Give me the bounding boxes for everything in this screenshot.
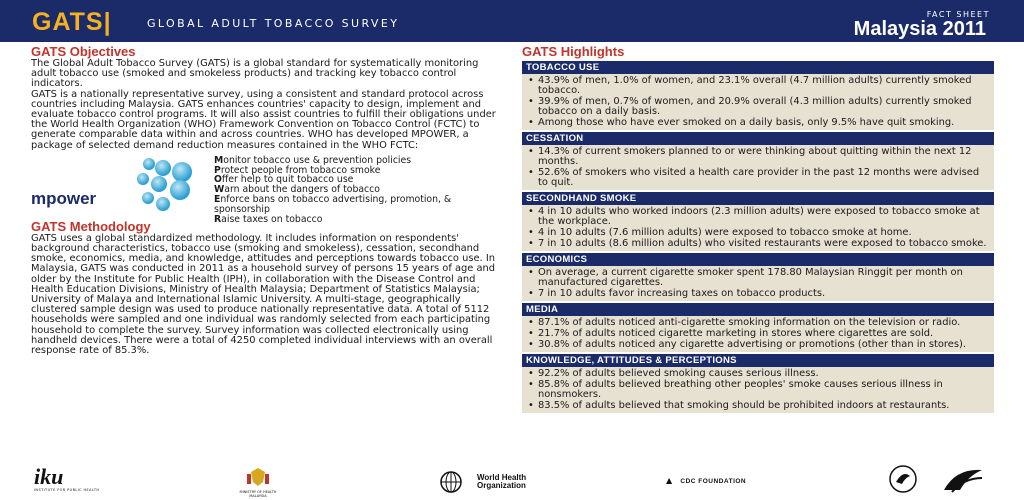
highlight-item: • 30.8% of adults noticed any cigarette advertising or promotions (other than in stores).: [522, 340, 994, 350]
ministry-of-health-logo: MINISTRY OF HEALTH MALAYSIA: [238, 466, 278, 498]
objectives-paragraph-2: GATS is a nationally representative survey, using a consistent and standard protocol across countries including Malaysia. GATS enhances countries' capacity to design, implement and evaluate tobacco control programs. It will also assist countries to fulfill their obligations under the World Health Organization (WHO) Framework Convention on Tobacco Control (FCTC) to generate comparable data within and across countries. WHO has developed MPOWER, a package of selected demand reduction measures contained in the WHO FCTC:: [31, 88, 496, 151]
section-panel-secondhand-smoke: [522, 205, 994, 251]
header-banner: [0, 0, 1024, 42]
section-bar-secondhand-smoke: SECONDHAND SMOKE: [522, 192, 994, 205]
highlight-item: • Among those who have ever smoked on a daily basis, only 9.5% have quit smoking.: [522, 118, 994, 128]
highlight-item: • On average, a current cigarette smoker spent 178.80 Malaysian Ringgit per month on manufactured cigarettes.: [522, 268, 994, 288]
highlight-item: • 39.9% of men, 0.7% of women, and 20.9% overall (4.3 million adults) currently smoked tobacco on a daily basis.: [522, 97, 994, 117]
mpower-item: Enforce bans on tobacco advertising, promotion, & sponsorship: [214, 194, 452, 215]
highlight-item: • 7 in 10 adults (8.6 million adults) who visited restaurants were exposed to tobacco smoke.: [522, 239, 994, 249]
right-column: [522, 44, 994, 413]
fact-sheet-label: FACT SHEET: [926, 10, 990, 19]
mpower-item: Protect people from tobacco smoke: [214, 164, 381, 176]
objectives-title: GATS Objectives: [31, 44, 136, 59]
left-column: [31, 44, 499, 356]
highlight-item: • 87.1% of adults noticed anti-cigarette smoking information on the television or radio.: [522, 318, 994, 328]
section-bar-economics: ECONOMICS: [522, 253, 994, 266]
highlight-item: • 4 in 10 adults (7.6 million adults) were exposed to tobacco smoke at home.: [522, 228, 994, 238]
mpower-logo-icon: [31, 154, 211, 216]
section-panel-knowledge: [522, 367, 994, 413]
highlight-item: • 52.6% of smokers who visited a health care provider in the past 12 months were advised to quit.: [522, 168, 994, 188]
footer-logos: iku INSTITUTE FOR PUBLIC HEALTH MINISTRY OF HEALTH MALAYSIA World Health Organization ▲ CDC FOUNDATION: [0, 462, 1024, 500]
highlight-item: • 14.3% of current smokers planned to or were thinking about quitting within the next 12 months.: [522, 147, 994, 167]
mpower-item: Warn about the dangers of tobacco: [214, 184, 380, 196]
section-panel-economics: [522, 266, 994, 301]
mpower-logo-text: mpower: [31, 188, 97, 208]
highlight-item: • 43.9% of men, 1.0% of women, and 23.1% overall (4.7 million adults) currently smoked tobacco.: [522, 76, 994, 96]
header-subtitle: GLOBAL ADULT TOBACCO SURVEY: [147, 17, 400, 30]
who-emblem-icon: [437, 470, 465, 494]
mpower-item: Raise taxes on tobacco: [214, 213, 323, 225]
section-panel-tobacco-use: [522, 74, 994, 130]
section-bar-cessation: CESSATION: [522, 132, 994, 145]
hhs-eagle-icon: [888, 464, 918, 494]
highlight-item: • 85.8% of adults believed breathing other peoples' smoke causes serious illness in nonsmokers.: [522, 380, 994, 400]
mpower-item: Offer help to quit tobacco use: [214, 174, 354, 186]
highlight-item: • 21.7% of adults noticed cigarette marketing in stores where cigarettes are sold.: [522, 329, 994, 339]
objectives-paragraph-1: The Global Adult Tobacco Survey (GATS) is a global standard for systematically monitoring adult tobacco use (smoked and smokeless products) and tracking key tobacco control indicators.: [31, 58, 479, 90]
partner-logo-icon: [942, 466, 984, 494]
iku-logo: iku INSTITUTE FOR PUBLIC HEALTH: [34, 464, 100, 492]
gats-logo: GATS|: [32, 8, 112, 36]
highlights-title: GATS Highlights: [522, 44, 625, 59]
section-bar-tobacco-use: TOBACCO USE: [522, 61, 994, 74]
highlight-item: • 83.5% of adults believed that smoking should be prohibited indoors at restaurants.: [522, 401, 994, 411]
mpower-item: Monitor tobacco use & prevention policies: [214, 154, 412, 166]
section-bar-media: MEDIA: [522, 303, 994, 316]
mpower-list: [214, 156, 504, 225]
methodology-title: GATS Methodology: [31, 218, 151, 234]
highlight-item: • 4 in 10 adults who worked indoors (2.3 million adults) were exposed to tobacco smoke at the workplace.: [522, 207, 994, 227]
methodology-text: GATS uses a global standardized methodology. It includes information on respondents' background characteristics, tobacco use (smoking and smokeless), cessation, secondhand smoke, economics, media, and knowledge, attitudes and perceptions towards tobacco use. In Malaysia, GATS was conducted in 2011 as a household survey of persons 15 years of age and older by the Institute for Public Health (IPH), in collaboration with the Disease Control and Health Education Divisions, Ministry of Health Malaysia; Department of Statistics Malaysia; University of Malaya and International Islamic University. A multi-stage, geographically clustered sample design was used to produce nationally representative data. A total of 5112 households were sampled and one individual was randomly selected from each participating household to complete the survey. Survey information was collected electronically using handheld devices. There were a total of 4250 completed individual interviews with an overall response rate of 85.3%.: [31, 232, 496, 357]
section-bar-knowledge: KNOWLEDGE, ATTITUDES & PERCEPTIONS: [522, 354, 994, 367]
highlight-item: • 92.2% of adults believed smoking causes serious illness.: [522, 369, 994, 379]
crest-icon: [245, 466, 271, 488]
section-panel-cessation: [522, 145, 994, 190]
triangle-icon: ▲: [666, 476, 673, 485]
cdc-foundation-logo: ▲ CDC FOUNDATION: [666, 476, 747, 485]
highlight-item: • 7 in 10 adults favor increasing taxes on tobacco products.: [522, 289, 994, 299]
mpower-block: [31, 154, 499, 225]
country-title: Malaysia 2011: [853, 18, 986, 40]
section-panel-media: [522, 316, 994, 352]
